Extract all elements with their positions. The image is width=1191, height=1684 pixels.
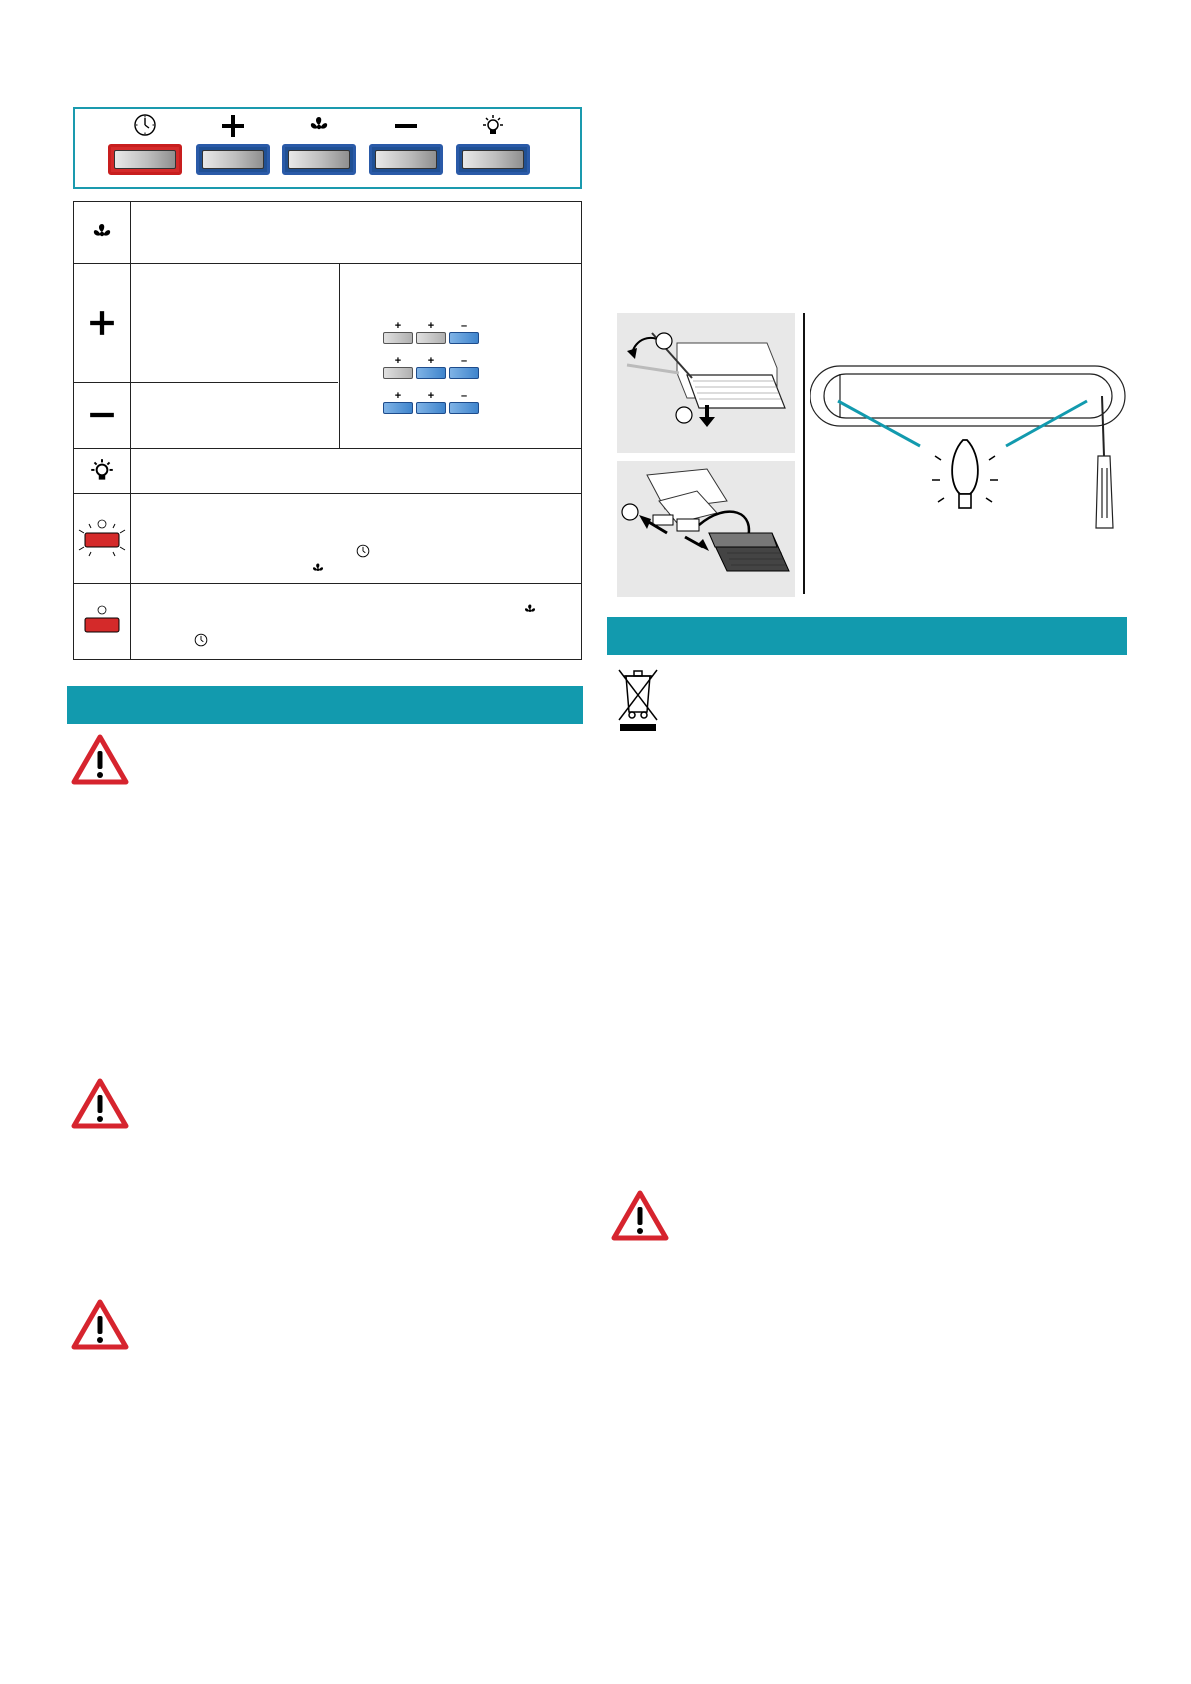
warning-triangle-icon	[71, 1299, 129, 1351]
speed-indicator-led	[383, 367, 413, 379]
plus-icon	[196, 113, 270, 141]
plus-button[interactable]	[196, 144, 270, 175]
speed-indicator-label: –	[460, 320, 468, 332]
speed-indicator-led	[449, 332, 479, 344]
filter-removal-illustration	[617, 313, 795, 453]
timer-icon	[356, 544, 370, 563]
control-panel	[73, 107, 582, 189]
speed-indicator-label: –	[460, 355, 468, 367]
fan-button[interactable]	[282, 144, 356, 175]
weee-crossed-bin-icon	[613, 664, 663, 732]
speed-indicator-label: +	[427, 390, 435, 402]
speed-indicator-label: +	[427, 355, 435, 367]
minus-icon	[74, 382, 130, 448]
timer-button[interactable]	[108, 144, 182, 175]
speed-indicator-label: +	[394, 320, 402, 332]
timer-steady-key-icon	[74, 583, 130, 659]
section-bar-disposal	[607, 617, 1127, 655]
timer-icon	[108, 113, 182, 141]
speed-indicator-label: +	[394, 355, 402, 367]
fan-icon	[74, 202, 130, 263]
lamp-replacement-illustration	[810, 358, 1135, 533]
filter-connector-illustration	[617, 461, 795, 597]
timer-icon	[194, 633, 208, 652]
speed-indicator-led	[449, 402, 479, 414]
warning-triangle-icon	[71, 734, 129, 786]
speed-indicator-led	[383, 332, 413, 344]
bulb-icon	[932, 440, 998, 508]
fan-icon	[310, 561, 326, 582]
section-bar-maintenance	[67, 686, 583, 724]
speed-indicator-led	[416, 332, 446, 344]
speed-indicator-label: +	[394, 390, 402, 402]
speed-indicator-label: +	[427, 320, 435, 332]
fan-icon	[282, 113, 356, 141]
warning-triangle-icon	[71, 1078, 129, 1130]
function-table	[73, 201, 582, 660]
minus-icon	[369, 113, 443, 141]
fan-icon	[522, 602, 538, 623]
speed-indicator-led	[416, 402, 446, 414]
timer-blinking-key-icon	[74, 493, 130, 583]
speed-indicator-led	[449, 367, 479, 379]
warning-triangle-icon	[611, 1190, 669, 1242]
light-icon	[456, 113, 530, 141]
light-icon	[74, 448, 130, 493]
light-button[interactable]	[456, 144, 530, 175]
speed-indicator-label: –	[460, 390, 468, 402]
speed-indicator	[383, 321, 503, 421]
column-divider	[803, 313, 805, 594]
speed-indicator-led	[416, 367, 446, 379]
plus-icon	[74, 263, 130, 382]
minus-button[interactable]	[369, 144, 443, 175]
speed-indicator-led	[383, 402, 413, 414]
